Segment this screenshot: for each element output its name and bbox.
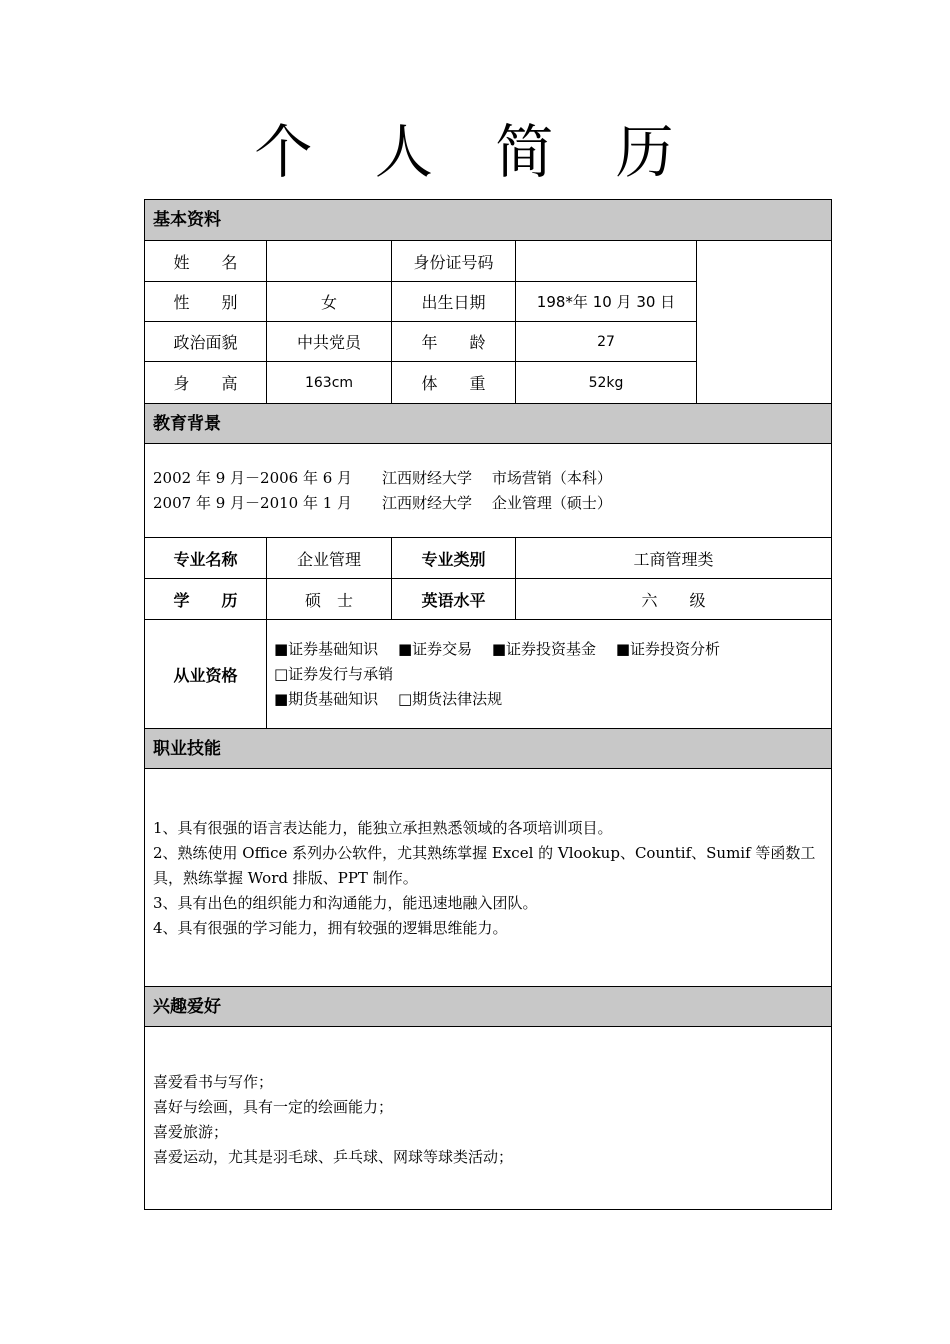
value-weight: 52kg <box>588 374 624 391</box>
section-header-basic: 基本资料 <box>145 200 831 241</box>
skill-line: 2、熟练使用 Office 系列办公软件，尤其熟练掌握 Excel 的 Vlookup、Countif、Sumif 等函数工 <box>153 844 816 862</box>
label-weight: 体 重 <box>421 374 486 393</box>
value-height: 163cm <box>304 374 354 391</box>
skill-line: 1、具有很强的语言表达能力，能独立承担熟悉领域的各项培训项目。 <box>153 819 613 837</box>
section-header-hobbies: 兴趣爱好 <box>145 986 831 1027</box>
label-major-category: 专业类别 <box>421 549 486 569</box>
education-entries <box>153 466 823 516</box>
qualifications-list <box>274 637 829 712</box>
page-title: 个 人 简 历 <box>254 118 696 186</box>
label-name: 姓 名 <box>173 253 238 272</box>
label-english-level: 英语水平 <box>421 590 486 610</box>
value-political-status: 中共党员 <box>296 333 361 352</box>
qualification-line: ■期货基础知识 □期货法律法规 <box>274 690 503 708</box>
skill-line: 4、具有很强的学习能力，拥有较强的逻辑思维能力。 <box>153 919 508 937</box>
label-height: 身 高 <box>173 374 238 393</box>
label-id-number: 身份证号码 <box>413 253 494 272</box>
value-gender: 女 <box>320 293 337 312</box>
section-header-skills: 职业技能 <box>145 728 831 769</box>
value-english-level: 六 级 <box>641 590 706 610</box>
qualification-line: □证券发行与承销 <box>274 665 394 683</box>
hobby-line: 喜爱看书与写作； <box>153 1073 274 1091</box>
label-qualifications: 从业资格 <box>173 665 238 685</box>
skill-line: 具，熟练掌握 Word 排版、PPT 制作。 <box>153 869 418 887</box>
hobbies-list <box>153 1070 829 1170</box>
hobby-line: 喜好与绘画，具有一定的绘画能力； <box>153 1098 394 1116</box>
value-major-category: 工商管理类 <box>633 549 714 569</box>
section-header-education: 教育背景 <box>145 403 831 444</box>
hobby-line: 喜爱旅游； <box>153 1123 229 1141</box>
label-birthdate: 出生日期 <box>421 293 486 312</box>
value-name <box>267 242 391 281</box>
skill-line: 3、具有出色的组织能力和沟通能力，能迅速地融入团队。 <box>153 894 538 912</box>
value-id-number <box>516 242 696 281</box>
skills-list <box>153 816 829 941</box>
resume-table <box>144 199 832 1210</box>
label-gender: 性 别 <box>173 293 238 312</box>
label-political-status: 政治面貌 <box>173 333 238 352</box>
photo-placeholder <box>697 241 831 403</box>
label-major: 专业名称 <box>173 549 238 569</box>
education-entry: 2002 年 9 月－2006 年 6 月 江西财经大学 市场营销（本科） <box>153 469 612 487</box>
value-degree: 硕 士 <box>304 590 353 610</box>
education-entry: 2007 年 9 月－2010 年 1 月 江西财经大学 企业管理（硕士） <box>153 494 612 512</box>
value-age: 27 <box>597 333 615 350</box>
label-degree: 学 历 <box>173 590 238 610</box>
value-major: 企业管理 <box>296 549 361 569</box>
value-birthdate: 198*年 10 月 30 日 <box>536 293 676 311</box>
qualification-line: ■证券基础知识 ■证券交易 ■证券投资基金 ■证券投资分析 <box>274 640 720 658</box>
label-age: 年 龄 <box>421 333 486 352</box>
hobby-line: 喜爱运动，尤其是羽毛球、乒乓球、网球等球类活动； <box>153 1148 514 1166</box>
